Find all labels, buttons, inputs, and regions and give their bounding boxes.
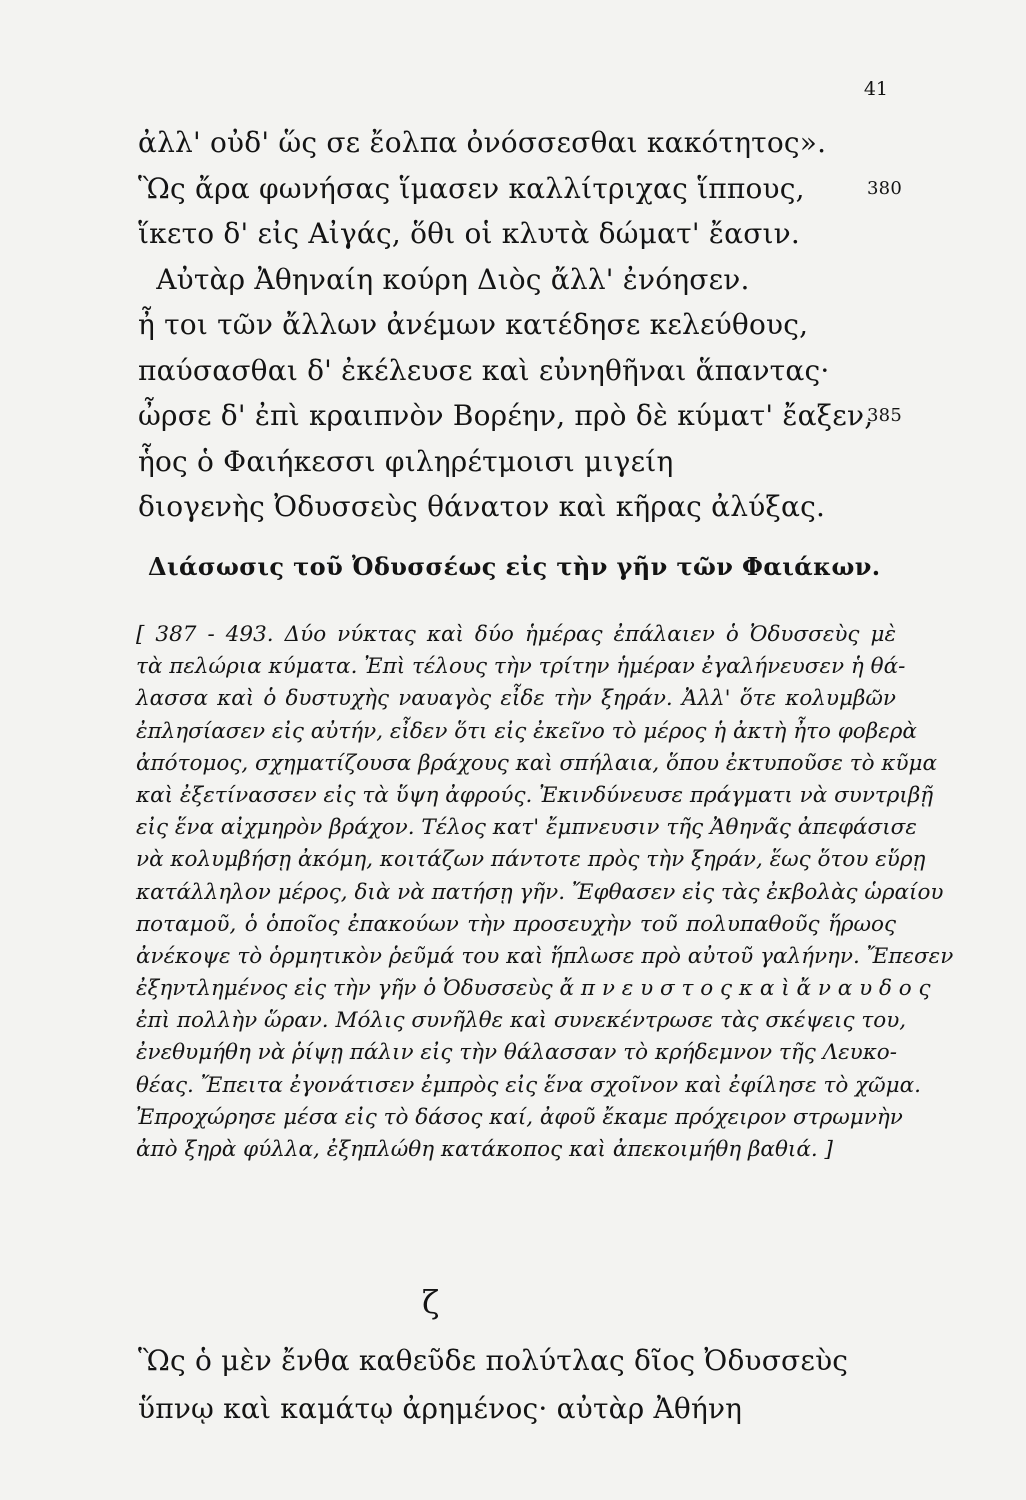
- verse-line: [138, 263, 898, 309]
- verse-text: Ὣς ἄρα φωνήσας ἵμασεν καλλίτριχας ἵππους,: [138, 171, 805, 205]
- summary-line: νὰ κολυμβήσῃ ἀκόμη, κοιτάζων πάντοτε πρὸς τὴν ξηράν, ἕως ὅτου εὕρῃ: [136, 847, 926, 873]
- verse-text: ἦ τοι τῶν ἄλλων ἀνέμων κατέδησε κελεύθους,: [138, 308, 809, 341]
- verse-line: [138, 399, 902, 445]
- verse-line: [138, 171, 902, 218]
- verse-block-bottom: [138, 1344, 898, 1440]
- summary-block: [136, 622, 954, 1169]
- summary-line: ἐνεθυμήθη νὰ ῥίψῃ πάλιν εἰς τὴν θάλασσαν τὸ κρήδεμνον τῆς Λευκο-: [136, 1040, 898, 1066]
- summary-line: κατάλληλον μέρος, διὰ νὰ πατήσῃ γῆν. Ἔφθασεν εἰς τὰς ἐκβολὰς ὡραίου: [136, 879, 944, 905]
- summary-line: εἰς ἕνα αἰχμηρὸν βράχον. Τέλος κατ' ἔμπνευσιν τῆς Ἀθηνᾶς ἀπεφάσισε: [136, 815, 917, 841]
- verse-line: [138, 126, 898, 172]
- page-number: 41: [863, 78, 888, 100]
- book-letter: ζ: [422, 1283, 440, 1321]
- verse-text: ἵκετο δ' εἰς Αἰγάς, ὅθι οἱ κλυτὰ δώματ' ἔασιν.: [138, 217, 801, 250]
- summary-line: [ 387 - 493. Δύο νύκτας καὶ δύο ἡμέρας ἐπάλαιεν ὁ Ὀδυσσεὺς μὲ: [136, 622, 896, 647]
- verse-text: διογενὴς Ὀδυσσεὺς θάνατον καὶ κῆρας ἀλύξας.: [138, 490, 826, 523]
- verse-line: [138, 490, 898, 536]
- verse-text: ὦρσε δ' ἐπὶ κραιπνὸν Βορέην, πρὸ δὲ κύματ' ἔαξεν,: [138, 399, 874, 432]
- summary-line: ἀπότομος, σχηματίζουσα βράχους καὶ σπήλαια, ὅπου ἐκτυποῦσε τὸ κῦμα: [136, 750, 938, 776]
- verse-text: Αὐτὰρ Ἀθηναίη κούρη Διὸς ἄλλ' ἐνόησεν.: [138, 262, 750, 296]
- verse-block-top: [138, 126, 902, 536]
- summary-line: ποταμοῦ, ὁ ὁποῖος ἐπακούων τὴν προσευχὴν τοῦ πολυπαθοῦς ἥρωος: [136, 911, 896, 937]
- summary-line: ἀνέκοψε τὸ ὁρμητικὸν ῥεῦμά του καὶ ἥπλωσε πρὸ αὐτοῦ γαλήνην. Ἔπεσεν: [136, 943, 954, 969]
- summary-line: λασσα καὶ ὁ δυστυχὴς ναυαγὸς εἶδε τὴν ξηράν. Ἀλλ' ὅτε κολυμβῶν: [136, 686, 896, 712]
- summary-line: θέας. Ἔπειτα ἐγονάτισεν ἐμπρὸς εἰς ἕνα σχοῖνον καὶ ἐφίλησε τὸ χῶμα.: [136, 1072, 922, 1098]
- summary-line: Ἐπροχώρησε μέσα εἰς τὸ δάσος καί, ἀφοῦ ἔκαμε πρόχειρον στρωμνὴν: [136, 1104, 903, 1130]
- section-heading: Διάσωσις τοῦ Ὀδυσσέως εἰς τὴν γῆν τῶν Φαιάκων.: [148, 552, 881, 581]
- summary-line: ἐξηντλημένος εἰς τὴν γῆν ὁ Ὀδυσσεὺς ἄ π ν ε υ σ τ ο ς κ α ὶ ἄ ν α υ δ ο ς: [136, 976, 931, 1002]
- verse-line: [138, 308, 898, 354]
- verse-text: ἀλλ' οὐδ' ὥς σε ἔολπα ὀνόσσεσθαι κακότητος».: [138, 126, 827, 159]
- summary-line: ἐπλησίασεν εἰς αὐτήν, εἶδεν ὅτι εἰς ἐκεῖνο τὸ μέρος ἡ ἀκτὴ ἦτο φοβερὰ: [136, 718, 917, 744]
- line-number: 380: [867, 177, 902, 199]
- verse-text: ἧος ὁ Φαιήκεσσι φιληρέτμοισι μιγείη: [138, 444, 674, 478]
- verse-line: [138, 354, 898, 400]
- verse-line: ὕπνῳ καὶ καμάτῳ ἀρημένος· αὐτὰρ Ἀθήνη: [138, 1392, 743, 1425]
- verse-line: [138, 217, 898, 263]
- summary-line: τὰ πελώρια κύματα. Ἐπὶ τέλους τὴν τρίτην ἡμέραν ἐγαλήνευσεν ἡ θά-: [136, 654, 906, 680]
- verse-line: Ὣς ὁ μὲν ἔνθα καθεῦδε πολύτλας δῖος Ὀδυσσεὺς: [138, 1344, 849, 1377]
- verse-line: [138, 445, 898, 491]
- summary-line: ἐπὶ πολλὴν ὥραν. Μόλις συνῆλθε καὶ συνεκέντρωσε τὰς σκέψεις του,: [136, 1008, 907, 1034]
- verse-text: παύσασθαι δ' ἐκέλευσε καὶ εὐνηθῆναι ἅπαντας·: [138, 353, 830, 387]
- summary-line: καὶ ἐξετίνασσεν εἰς τὰ ὕψη ἀφρούς. Ἐκινδύνευσε πράγματι νὰ συντριβῇ: [136, 782, 934, 808]
- line-number: 385: [867, 405, 902, 426]
- summary-line: ἀπὸ ξηρὰ φύλλα, ἐξηπλώθη κατάκοπος καὶ ἀπεκοιμήθη βαθιά. ]: [136, 1137, 833, 1162]
